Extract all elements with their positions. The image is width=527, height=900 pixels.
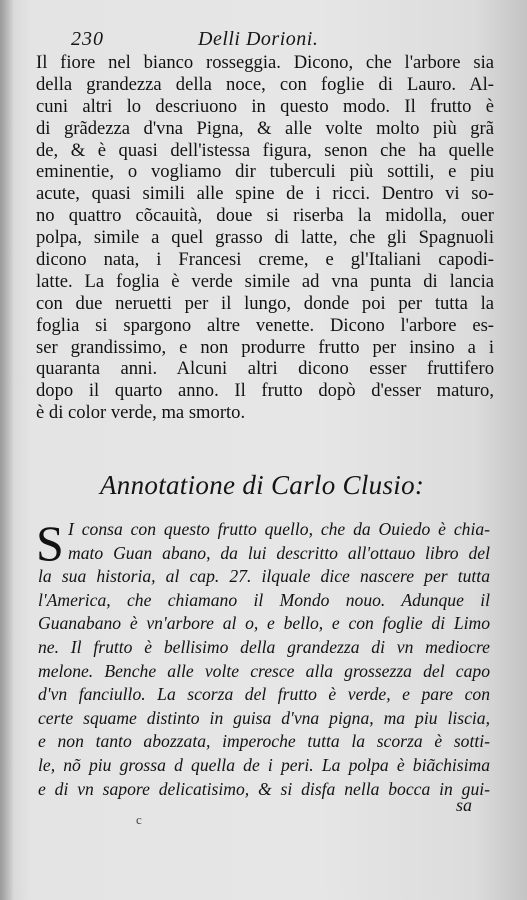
text-line: no quattro cõcauità, doue si riserba la midolla, ouer: [36, 205, 494, 227]
text-line: dopo il quarto anno. Il frutto dopò d'esser maturo,: [36, 380, 494, 402]
drop-cap: S: [36, 515, 64, 571]
text-line: di grãdezza d'vna Pigna, & alle volte molto più grã: [36, 117, 494, 139]
main-text-block: [36, 52, 494, 424]
text-line: latte. La foglia è verde simile ad vna punta di lancia: [36, 270, 494, 292]
text-line: Il fiore nel bianco rosseggia. Dicono, che l'arbore sia: [36, 52, 494, 73]
text-line: cuni altri lo descriuono in questo modo. Il frutto è: [36, 95, 494, 117]
annotation-line: mato Guan abano, da lui descritto all'ottauo libro del: [68, 542, 490, 563]
text-line: quaranta anni. Alcuni altri dicono esser fruttifero: [36, 358, 494, 380]
text-line: è di color verde, ma smorto.: [36, 402, 246, 424]
annotation-line: le, nõ piu grossa d quella de i peri. La polpa è biãchisima: [38, 754, 490, 775]
text-line: eminentie, o vogliamo dir tuberculi più sottili, e piu: [36, 161, 494, 183]
annotation-line: e di vn sapore delicatisimo, & si disfa nella bocca in gui-: [38, 778, 490, 799]
annotation-line: d'vn fanciullo. La scorza del frutto è verde, e pare con: [38, 684, 490, 705]
annotation-line: certe squame distinto in guisa d'vna pigna, ma piu liscia,: [38, 707, 490, 728]
text-line: polpa, simile a quel grasso di latte, che gli Spagnuoli: [36, 227, 494, 249]
annotation-line: Guanabano è vn'arbore al o, e bello, e con foglie di Limo: [38, 613, 490, 634]
text-line: foglia si spargono altre venette. Dicono l'arbore es-: [36, 314, 494, 336]
annotation-line: melone. Benche alle volte cresce alla grossezza del capo: [38, 660, 490, 681]
annotation-line: ne. Il frutto è bellisimo della grandezza di vn mediocre: [38, 636, 490, 657]
annotation-line: e non tanto abozzata, imperoche tutta la scorza è sotti-: [38, 731, 490, 752]
annotation-text-block: [36, 515, 490, 801]
annotation-line: la sua historia, al cap. 27. ilquale dice nascere per tutta: [38, 566, 490, 587]
text-line: con due neruetti per il lungo, donde poi per tutta la: [36, 292, 494, 314]
page-number: 230: [71, 28, 104, 50]
text-line: della grandezza della noce, con foglie di Lauro. Al-: [36, 73, 494, 95]
text-line: acute, quasi simili alle spine de i ricci. Dentro vi so-: [36, 183, 494, 205]
page-header: [36, 28, 476, 54]
text-line: ser grandissimo, e non produrre frutto per insino a i: [36, 336, 494, 358]
section-title: Annotatione di Carlo Clusio:: [100, 470, 425, 500]
running-head: Delli Dorioni.: [198, 28, 319, 50]
annotation-line: l'America, che chiamano il Mondo nouo. Adunque il: [38, 589, 490, 610]
signature-mark: c: [136, 812, 142, 827]
text-line: de, & è quasi dell'istessa figura, senon che ha quelle: [36, 139, 494, 161]
annotation-line: I consa con questo frutto quello, che da Ouiedo è chia-: [68, 519, 490, 539]
catchword: sa: [456, 795, 473, 815]
text-line: dicono nata, i Francesi creme, e gl'Italiani capodi-: [36, 249, 494, 271]
